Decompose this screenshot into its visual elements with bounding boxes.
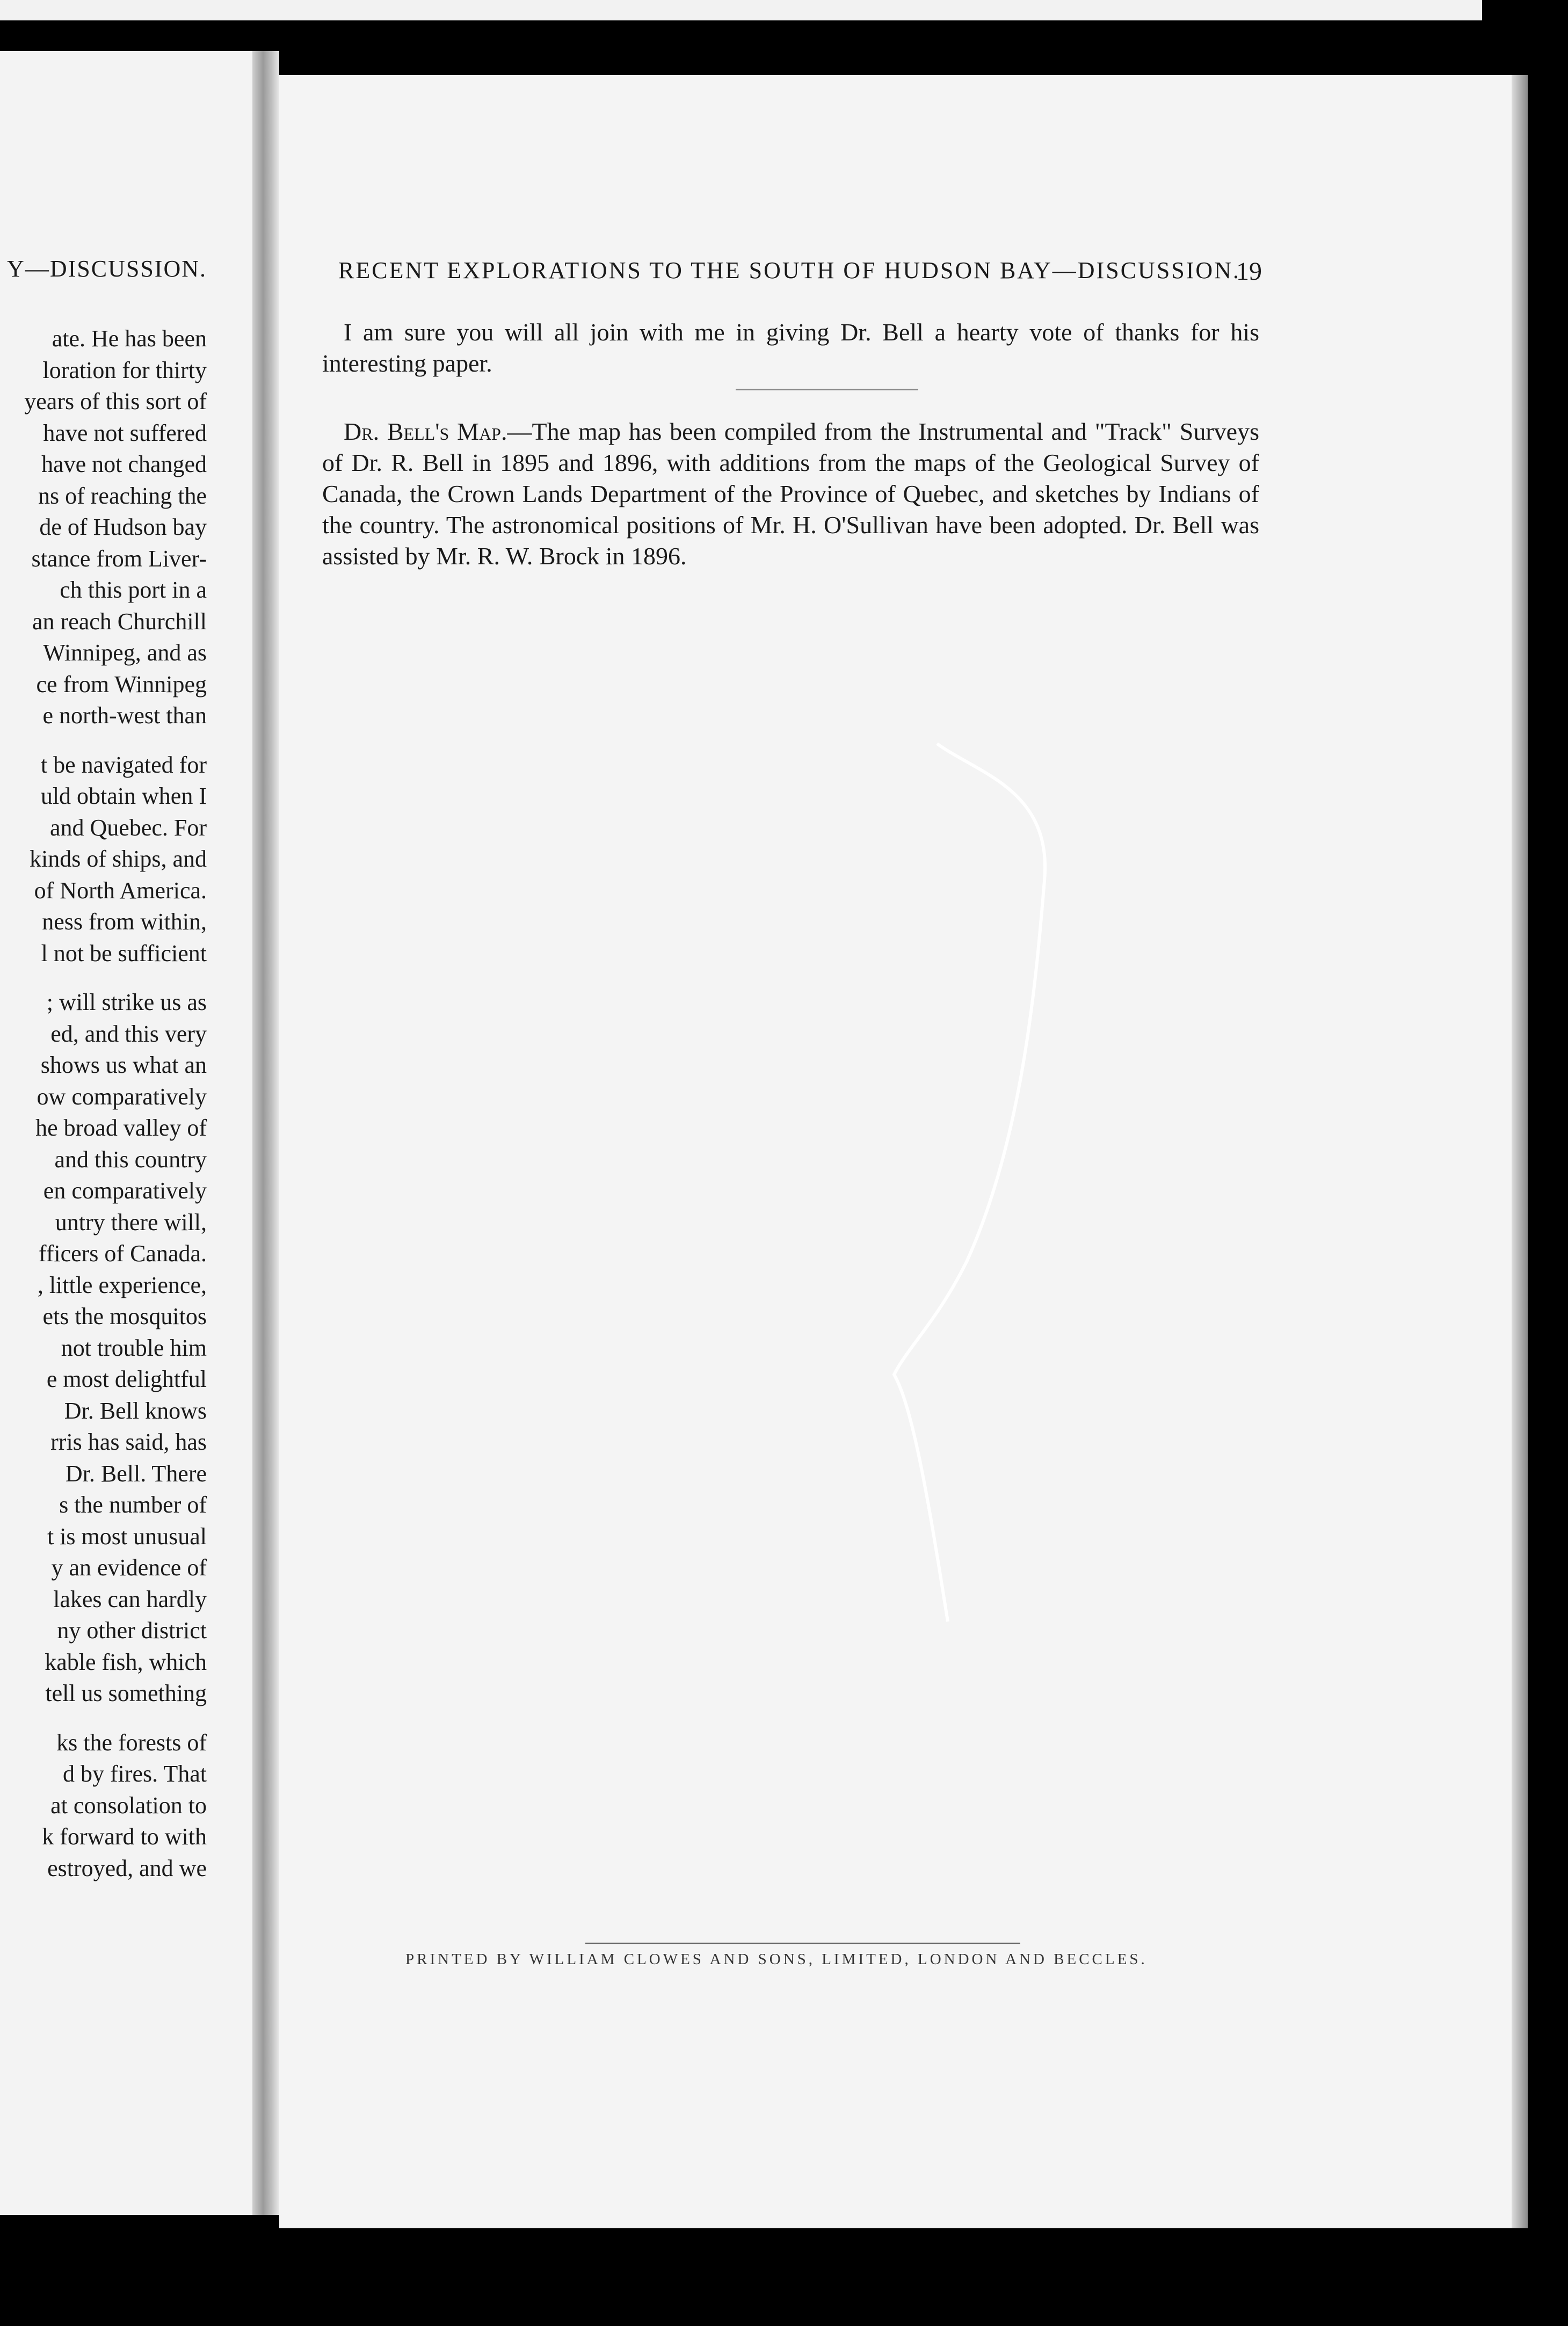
left-text-line: de of Hudson bay xyxy=(39,514,207,540)
left-text-line: l not be sufficient xyxy=(41,940,207,966)
left-text-line: ce from Winnipeg xyxy=(36,671,207,697)
page-edge-shadow xyxy=(1512,75,1528,2228)
left-text-line: y an evidence of xyxy=(51,1554,207,1581)
left-text-line: of North America. xyxy=(34,877,207,904)
section-divider xyxy=(736,389,918,390)
left-page xyxy=(0,51,268,2215)
left-text-line: , little experience, xyxy=(37,1271,207,1298)
left-text-line: loration for thirty xyxy=(42,357,207,383)
left-text-line: fficers of Canada. xyxy=(38,1240,207,1267)
left-text-line: ks the forests of xyxy=(56,1729,207,1756)
left-text-line: have not changed xyxy=(41,451,207,477)
map-note-paragraph xyxy=(322,416,1259,572)
left-text-line: ; will strike us as xyxy=(46,989,207,1015)
left-text-line: untry there will, xyxy=(55,1209,207,1235)
book-gutter xyxy=(252,51,279,2215)
left-text-line: t be navigated for xyxy=(40,751,207,778)
left-text-line: and Quebec. For xyxy=(49,814,207,841)
left-text-line: estroyed, and we xyxy=(47,1855,207,1881)
left-text-line: ow comparatively xyxy=(37,1083,207,1110)
left-text-line: t is most unusual xyxy=(47,1523,207,1550)
left-text-line: at consolation to xyxy=(50,1792,207,1819)
left-text-line: shows us what an xyxy=(40,1052,207,1078)
scan-top-strip xyxy=(0,0,1482,20)
left-text-line: lakes can hardly xyxy=(53,1586,207,1612)
left-text-line: tell us something xyxy=(45,1680,207,1706)
imprint-rule xyxy=(585,1943,1020,1944)
left-text-line: kable fish, which xyxy=(45,1648,207,1675)
left-text-line: ness from within, xyxy=(42,908,207,935)
page-number: 19 xyxy=(1236,257,1262,286)
left-text-line: ed, and this very xyxy=(50,1020,207,1047)
left-text-line: kinds of ships, and xyxy=(30,846,207,872)
left-text-line: k forward to with xyxy=(42,1823,207,1850)
left-text-line: rris has said, has xyxy=(50,1429,207,1455)
left-text-line: e north-west than xyxy=(42,702,207,729)
left-text-line: ch this port in a xyxy=(60,577,207,603)
left-text-line: Dr. Bell knows xyxy=(64,1397,207,1424)
left-text-line: s the number of xyxy=(59,1492,207,1518)
left-running-head: Y—DISCUSSION. xyxy=(7,256,207,282)
printer-imprint: PRINTED BY WILLIAM CLOWES AND SONS, LIMITED, LONDON AND BECCLES. xyxy=(405,1951,1148,1968)
left-text-line: ns of reaching the xyxy=(38,482,207,509)
left-text-line: Dr. Bell. There xyxy=(65,1460,207,1487)
left-text-line: an reach Churchill xyxy=(32,608,207,635)
left-text-line: Winnipeg, and as xyxy=(43,639,207,666)
closing-paragraph: I am sure you will all join with me in giving Dr. Bell a hearty vote of thanks for his interesting paper. xyxy=(322,318,1259,377)
right-page xyxy=(279,75,1512,2228)
left-text-line: ets the mosquitos xyxy=(42,1303,207,1329)
left-text-line: d by fires. That xyxy=(62,1761,207,1787)
running-head-title: RECENT EXPLORATIONS TO THE SOUTH OF HUDSON BAY—DISCUSSION. xyxy=(338,257,1240,284)
left-text-line: and this country xyxy=(54,1146,207,1173)
left-text-line: ate. He has been xyxy=(52,325,207,352)
left-text-line: e most delightful xyxy=(46,1366,207,1392)
left-text-line: en comparatively xyxy=(43,1177,207,1204)
left-text-line: uld obtain when I xyxy=(40,783,207,809)
map-note-text: —The map has been compiled from the Instrumental and "Track" Surveys of Dr. R. Bell in 1895 and 1896, with additions from the maps of the Geological Survey of Canada, the Crown Lands Department of the Province of Quebec, and sketches by Indians of the country. The astronomical positions of Mr. H. O'Sullivan have been adopted. Dr. Bell was assisted by Mr. R. W. Brock in 1896. xyxy=(322,418,1259,570)
running-head xyxy=(338,257,1262,284)
map-note-label: Dr. Bell's Map. xyxy=(344,418,507,445)
left-text-line: not trouble him xyxy=(61,1334,207,1361)
left-text-line: he broad valley of xyxy=(35,1115,207,1141)
left-text-line: have not suffered xyxy=(43,419,207,446)
left-text-line: years of this sort of xyxy=(24,388,207,415)
left-text-line: stance from Liver- xyxy=(31,545,207,572)
left-text-line: ny other district xyxy=(57,1617,207,1644)
